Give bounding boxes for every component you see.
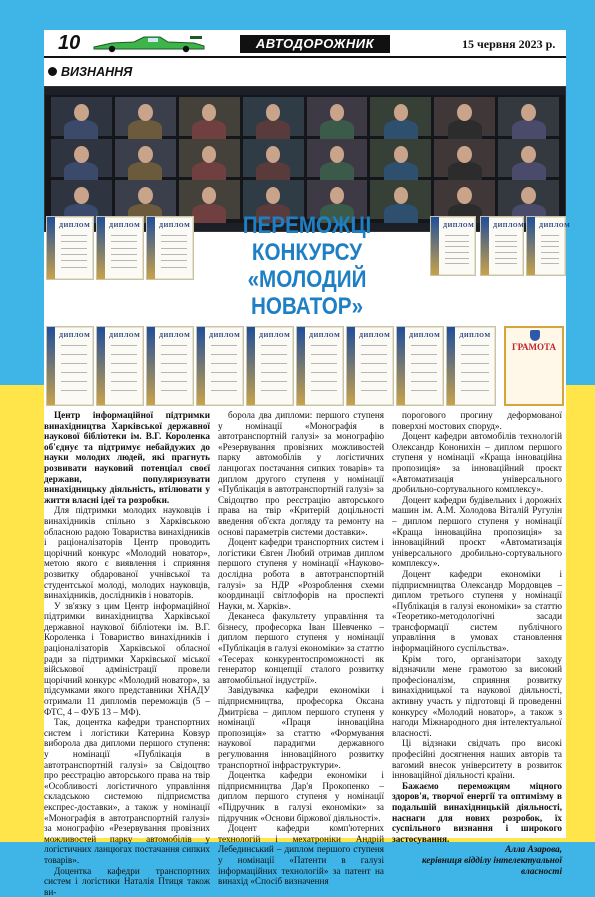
- diploma-label: ДИПЛОМ: [443, 223, 475, 229]
- paragraph: Доцент кафедри транспортних систем і логістики Євген Любий отримав диплом першого ступеня у номінації «Науково-дослідна робота в автотранспортній галузі» за НДР «Розроблення схеми координації світлофорів на проспекті Науки, м. Харків».: [218, 537, 384, 611]
- diploma-label: ДИПЛОМ: [59, 223, 91, 229]
- diploma-certificate: [146, 216, 194, 280]
- gramota-label: ГРАМОТА: [511, 342, 557, 352]
- paragraph: Доцентка кафедри транспортних систем і логістики Наталія Птиця також ви-: [44, 865, 210, 897]
- diploma-certificate: [196, 326, 244, 406]
- masthead: АВТОДОРОЖНИК: [240, 35, 390, 53]
- participant-tile: [498, 97, 559, 136]
- paragraph: Центр інформаційної підтримки винахідництва Харківської державної наукової бібліотеки ім. В.Г. Короленка об'єднує та підтримує небайдужих до науки молодих людей, які прагнуть розвивати науковий потенціал своєї держави, популяризувати винахідницьку діяльність, втілювати у життя власні ідеї та розробки.: [44, 410, 210, 505]
- signature-line: керівниця відділу інтелектуальної власності: [422, 854, 562, 876]
- gramota-certificate: [504, 326, 564, 406]
- article-title: [194, 212, 419, 320]
- participant-tile: [307, 97, 368, 136]
- diploma-certificate: [446, 326, 496, 406]
- section-title: ВИЗНАННЯ: [61, 65, 133, 79]
- race-car-icon: [90, 34, 208, 52]
- article-body: [44, 410, 566, 897]
- paragraph: Так, доцентка кафедри транспортних систем і логістики Катерина Ковзур виборола два дипломи першого ступеня: у номінації «Публікація в автотранспортній галузі» за Свідоцтво про реєстрацію авторського права на твір «Особливості логістичного управління складською системою підприємства експрес-доставки», а також у номінації «Монографія в автотранспортній галузі» за монографію «Резервування провізних можливостей парку автомобілів у логістичних ланцюгах постачання сипких товарів».: [44, 717, 210, 865]
- paragraph: Завідувачка кафедри економіки і підприємництва, професорка Оксана Дмитрієва – диплом першого ступеня у номінації «Праця інноваційна пропозиція» за статтю «Формування наукової парадигми державного регулювання інноваційного розвитку транспортної інфраструктури».: [218, 685, 384, 770]
- paragraph: порогового прогину деформованої поверхні мостових споруд».: [392, 410, 562, 431]
- title-line-2: КОНКУРСУ: [251, 239, 363, 266]
- diploma-certificate: [246, 326, 294, 406]
- photo-topbar: [45, 87, 565, 95]
- participant-tile: [434, 139, 495, 178]
- diploma-certificate: [346, 326, 394, 406]
- participant-tile: [434, 180, 495, 219]
- column-2: [218, 410, 384, 887]
- title-line-1: ПЕРЕМОЖЦІ: [242, 212, 372, 239]
- participant-tile: [498, 180, 559, 219]
- diploma-certificate: [526, 216, 571, 276]
- diploma-label: ДИПЛОМ: [309, 333, 341, 339]
- diploma-certificate: [430, 216, 476, 276]
- participant-tile: [434, 97, 495, 136]
- column-1: [44, 410, 210, 897]
- paragraph: Крім того, організатори заходу відзначили мене грамотою за високий професіоналізм, сприяння розвитку винахідницької та наукової діяльності, активну участь у підготовці й проведенні конкурсу «Молодий новатор», а також з нагоди Міжнародного дня інтелектуальної власності.: [392, 653, 562, 738]
- diploma-label: ДИПЛОМ: [359, 333, 391, 339]
- diploma-label: ДИПЛОМ: [539, 223, 571, 229]
- paragraph: Бажаємо переможцям міцного здоров'я, творчої енергії та оптимізму в подальшій винахідницькій діяльності, наснаги для нових розробок, їх суспільного визнання і широкого застосування.: [392, 780, 562, 844]
- header-rule: [44, 56, 566, 58]
- bullet-icon: [48, 67, 57, 76]
- video-conference-photo: [44, 86, 571, 232]
- paragraph: Доцент кафедри будівельних і дорожніх машин ім. А.М. Холодова Віталій Ругулін – диплом першого ступеня у номінації «Краща інноваційна пропозиція» за інноваційний проєкт «Автоматизація універсального дробильно-сортувального комплексу».: [392, 494, 562, 569]
- newspaper-page: [44, 30, 571, 897]
- page-header: [44, 30, 566, 58]
- diploma-label: ДИПЛОМ: [159, 223, 191, 229]
- diploma-label: ДИПЛОМ: [109, 333, 141, 339]
- participant-tile: [115, 180, 176, 219]
- diploma-certificate: [96, 326, 144, 406]
- diploma-label: ДИПЛОМ: [209, 333, 241, 339]
- paragraph: борола два дипломи: першого ступеня у номінації «Монографія в автотранспортній галузі» за монографію «Резервування провізних можливостей парку автомобілів у логістичних ланцюгах постачання сипких товарів» та диплом другого ступеня у номінації «Публікація в автотранспортній галузі» за Свідоцтво про реєстрацію авторського права на твір «Критерій доцільності введення об'єкта догляду та ремонту на основі параметрів системи доставки».: [218, 410, 384, 537]
- participant-tile: [51, 180, 112, 219]
- diploma-label: ДИПЛОМ: [259, 333, 291, 339]
- participant-tile: [243, 139, 304, 178]
- diploma-certificate: [46, 326, 94, 406]
- paragraph: Доцент кафедри автомобілів технологій Олександр Кононихін – диплом першого ступеня у номінації «Краща інноваційна пропозиція» за інноваційний проєкт «Автоматизація універсального дробильно-сортувального комплексу».: [392, 431, 562, 495]
- diploma-certificate: [396, 326, 444, 406]
- diploma-certificate: [96, 216, 144, 280]
- paragraph: Доцентка кафедри економіки і підприємництва Дар'я Прокопенко – диплом першого ступеня у номінації «Підручник в галузі економіки» за підручник «Основи біржової діяльності».: [218, 770, 384, 823]
- participant-tile: [370, 97, 431, 136]
- diploma-certificate: [296, 326, 344, 406]
- participant-tile: [179, 139, 240, 178]
- participant-tile: [307, 139, 368, 178]
- diploma-certificate: [146, 326, 194, 406]
- paragraph: Доцент кафедри комп'ютерних технологій і мехатроніки Андрій Лебединський – диплом першого ступеня у номінації «Патенти в галузі інформаційних технологій» за патент на винахід «Спосіб визначення: [218, 823, 384, 887]
- participant-grid: [51, 97, 559, 219]
- participant-tile: [51, 139, 112, 178]
- diploma-label: ДИПЛОМ: [493, 223, 525, 229]
- participant-tile: [115, 139, 176, 178]
- paragraph: Для підтримки молодих науковців і винахідників спільно з Харківською обласною радою Товариства винахідників і раціоналізаторів Центр проводить щорічний конкурс «Молодий новатор», метою якого є виявлення і сприяння розвитку обдарованої учнівської та студентської молоді, молодих науковців, винахідників, дослідників і новаторів.: [44, 505, 210, 601]
- paragraph: Доцент кафедри економіки і підприємництва Олександр Мордовцев – диплом третього ступеня у номінації «Публікація в галузі економіки» за статтю «Теоретико-методологічні засади трансформації систем публічного управління в умовах становлення інформаційного суспільства».: [392, 568, 562, 654]
- participant-tile: [179, 97, 240, 136]
- page-number: 10: [58, 32, 81, 54]
- participant-tile: [115, 97, 176, 136]
- paragraph: Деканеса факультету управління та бізнесу, професорка Іван Шевченко – диплом першого ступеня у номінації «Публікація в галузі економіки» за статтю «Тесерах конкурентоспроможності як генератор концепції сталого розвитку автомобільної індустрії».: [218, 611, 384, 685]
- participant-tile: [370, 139, 431, 178]
- participant-tile: [498, 139, 559, 178]
- paragraph: У зв'язку з цим Центр інформаційної підтримки винахідництва Харківської державної наукової бібліотеки ім. В.Г. Короленка і Товариство винахідників і раціоналізаторів Харківської обласної ради за підтримки Харківської міської військової адміністрації провели щорічний конкурс «Молодий новатор», за підсумками якого представники ХНАДУ отримали 11 дипломів переможців (5 – ФТС, 4 – ФУБ 13 – МФ).: [44, 600, 210, 717]
- diploma-label: ДИПЛОМ: [109, 223, 141, 229]
- issue-date: 15 червня 2023 р.: [462, 37, 556, 51]
- diploma-certificate: [480, 216, 524, 276]
- diploma-label: ДИПЛОМ: [59, 333, 91, 339]
- trident-icon: [530, 330, 540, 341]
- participant-tile: [243, 97, 304, 136]
- diploma-label: ДИПЛОМ: [159, 333, 191, 339]
- participant-tile: [51, 97, 112, 136]
- diploma-label: ДИПЛОМ: [409, 333, 441, 339]
- diploma-label: ДИПЛОМ: [459, 333, 491, 339]
- signature-line: Алла Азарова,: [505, 844, 562, 855]
- column-3: [392, 410, 562, 876]
- title-line-3: «МОЛОДИЙ НОВАТОР»: [247, 266, 367, 320]
- section-label: [48, 65, 132, 79]
- diploma-certificate: [46, 216, 94, 280]
- paragraph: Ці відзнаки свідчать про високі професійні досягнення наших авторів та вагомий внесок університету в розвиток інноваційної діяльності країни.: [392, 738, 562, 781]
